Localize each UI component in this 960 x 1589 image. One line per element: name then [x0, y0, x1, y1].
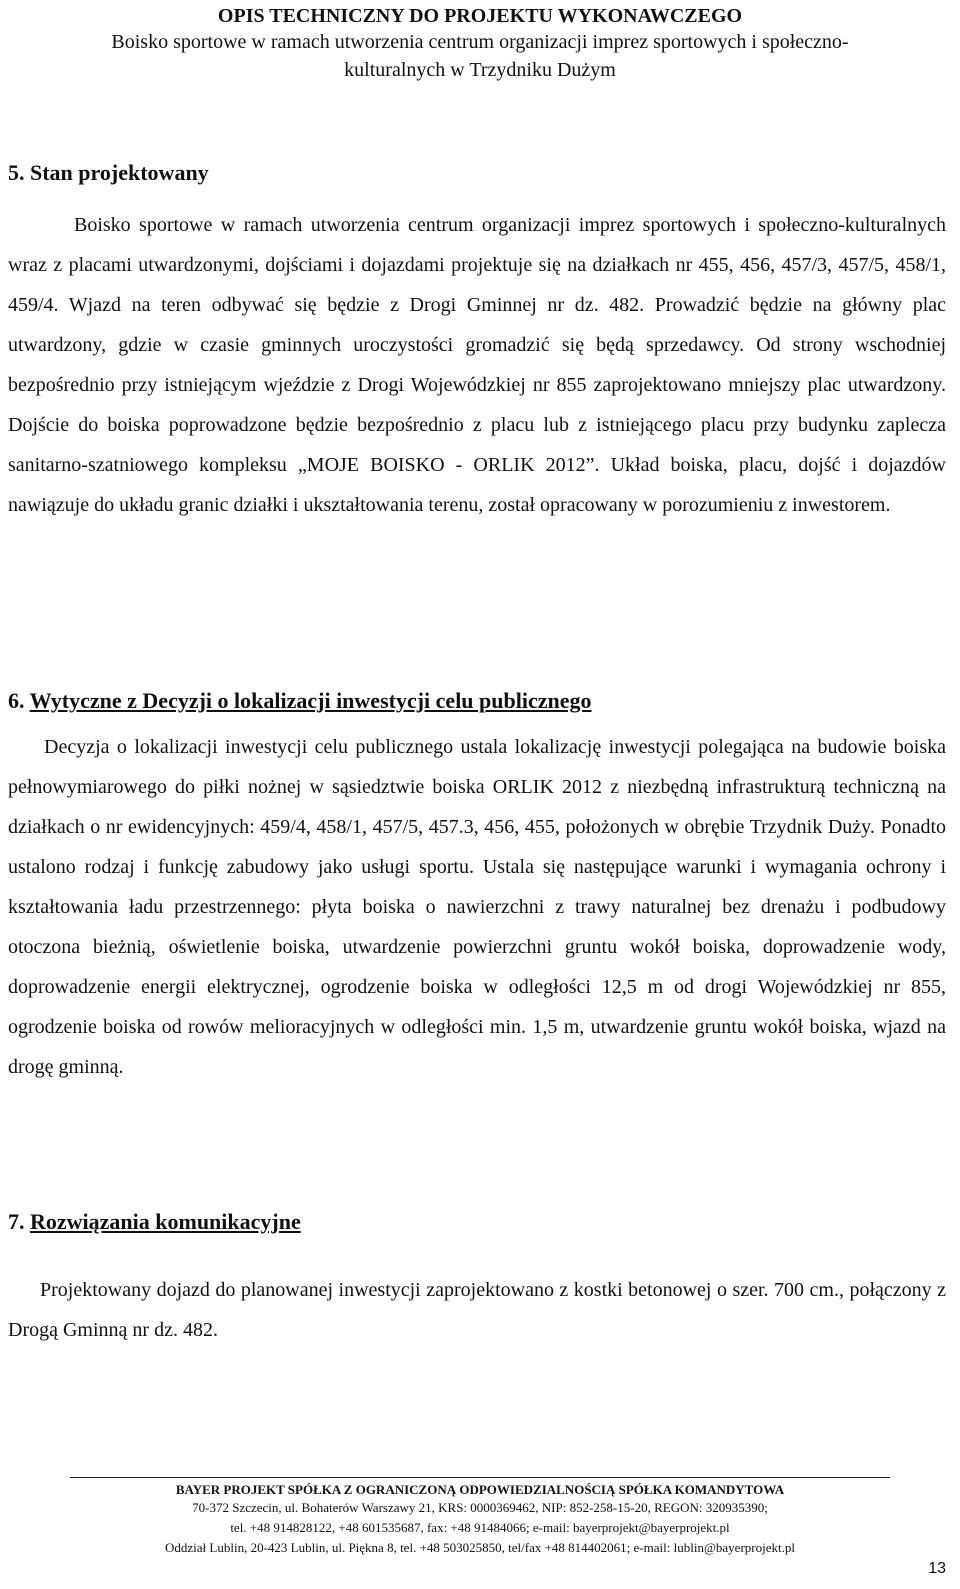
section-6-number: 6. [8, 688, 25, 713]
footer-contact: tel. +48 914828122, +48 601535687, fax: +48 91484066; e-mail: bayerprojekt@bayerprojekt.pl [230, 1520, 730, 1535]
section-7-body: Projektowany dojazd do planowanej inwestycji zaprojektowano z kostki betonowej o szer. 700 cm., połączony z Drogą Gminną nr dz. 482. [8, 1279, 946, 1341]
section-6-title: Wytyczne z Decyzji o lokalizacji inwestycji celu publicznego [29, 688, 592, 713]
document-title: OPIS TECHNICZNY DO PROJEKTU WYKONAWCZEGO [217, 5, 743, 27]
document-subtitle-line-1: Boisko sportowe w ramach utworzenia centrum organizacji imprez sportowych i społeczno- [111, 31, 849, 53]
footer-address: 70-372 Szczecin, ul. Bohaterów Warszawy 21, KRS: 0000369462, NIP: 852-258-15-20, REGON: 320935390; [192, 1500, 768, 1515]
section-5-number: 5. [8, 160, 25, 185]
footer-branch: Oddział Lublin, 20-423 Lublin, ul. Piękna 8, tel. +48 503025850, tel/fax +48 814402061; e-mail: lublin@bayerprojekt.pl [165, 1540, 795, 1555]
section-5-body: Boisko sportowe w ramach utworzenia centrum organizacji imprez sportowych i społeczno-kulturalnych wraz z placami utwardzonymi, dojściami i dojazdami projektuje się na działkach nr 455, 456, 457/3, 457/5, 458/1, 459/4. Wjazd na teren odbywać się będzie z Drogi Gminnej nr dz. 482. Prowadzić będzie na główny plac utwardzony, gdzie w czasie gminnych uroczystości gromadzić się będą sprzedawcy. Od strony wschodniej bezpośrednio przy istniejącym wjeździe z Drogi Wojewódzkiej nr 855 zaprojektowano mniejszy plac utwardzony. Dojście do boiska poprowadzone będzie bezpośrednio z placu lub z istniejącego placu przy budynku zaplecza sanitarno-szatniowego kompleksu „MOJE BOISKO - ORLIK 2012”. Układ boiska, placu, dojść i dojazdów nawiązuje do układu granic działki i ukształtowania terenu, został opracowany w porozumieniu z inwestorem. [8, 214, 946, 516]
document-subtitle-line-2: kulturalnych w Trzydniku Dużym [344, 59, 616, 81]
document-footer [0, 1477, 960, 1558]
footer-rule [70, 1477, 890, 1478]
section-5-title: Stan projektowany [30, 160, 209, 185]
page-number: 13 [928, 1560, 946, 1577]
section-7-title: Rozwiązania komunikacyjne [30, 1209, 301, 1234]
section-6-body: Decyzja o lokalizacji inwestycji celu publicznego ustala lokalizację inwestycji polegająca na budowie boiska pełnowymiarowego do piłki nożnej w sąsiedztwie boiska ORLIK 2012 z niezbędną infrastrukturą techniczną na działkach o nr ewidencyjnych: 459/4, 458/1, 457/5, 457.3, 456, 455, położonych w obrębie Trzydnik Duży. Ponadto ustalono rodzaj i funkcję zabudowy jako usługi sportu. Ustala się następujące warunki i wymagania ochrony i kształtowania ładu przestrzennego: płyta boiska o nawierzchni z trawy naturalnej bez drenażu i podbudowy otoczona bieżnią, oświetlenie boiska, utwardzenie powierzchni gruntu wokół boiska, doprowadzenie wody, doprowadzenie energii elektrycznej, ogrodzenie boiska w odległości 12,5 m od drogi Wojewódzkiej nr 855, ogrodzenie boiska od rowów melioracyjnych w odległości min. 1,5 m, utwardzenie gruntu wokół boiska, wjazd na drogę gminną. [8, 736, 946, 1078]
section-5-heading [8, 160, 209, 186]
document-header [0, 0, 960, 84]
footer-company: BAYER PROJEKT SPÓŁKA Z OGRANICZONĄ ODPOWIEDZIALNOŚCIĄ SPÓŁKA KOMANDYTOWA [175, 1482, 785, 1497]
section-7-number: 7. [8, 1209, 25, 1234]
section-6-heading [8, 688, 592, 714]
section-7-heading [8, 1209, 301, 1235]
